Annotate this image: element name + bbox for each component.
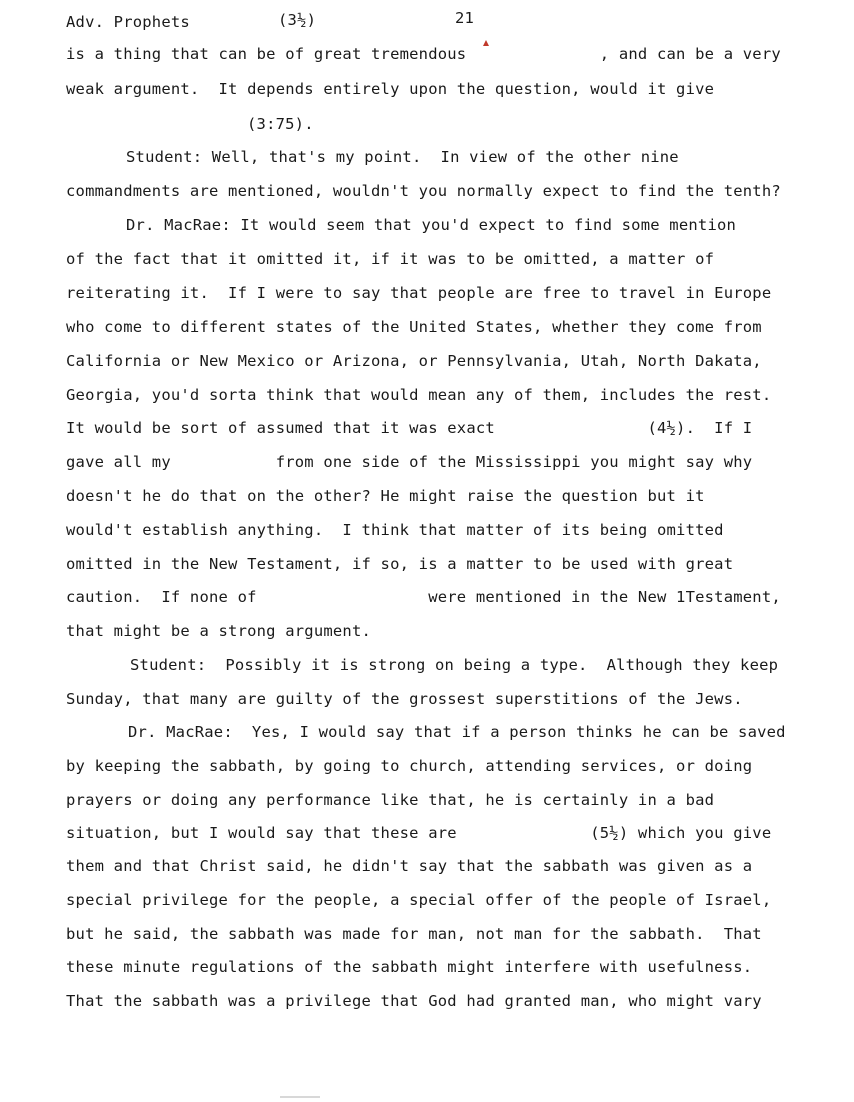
text-line: situation, but I would say that these are (5½) which you give — [66, 824, 772, 842]
header-section-marker: (3½) — [278, 11, 317, 29]
text-line: prayers or doing any performance like that, he is certainly in a bad — [66, 791, 715, 809]
text-line: Sunday, that many are guilty of the grossest superstitions of the Jews. — [66, 690, 743, 708]
text-line: gave all my from one side of the Mississippi you might say why — [66, 453, 753, 471]
text-line: (3:75). — [247, 115, 314, 133]
header-title: Adv. Prophets — [66, 13, 190, 31]
text-line: Dr. MacRae: It would seem that you'd expect to find some mention — [126, 216, 737, 234]
text-line: that might be a strong argument. — [66, 622, 372, 640]
text-line: by keeping the sabbath, by going to church, attending services, or doing — [66, 757, 753, 775]
text-line: reiterating it. If I were to say that people are free to travel in Europe — [66, 284, 772, 302]
page-number: 21 — [455, 9, 475, 27]
bottom-smudge-mark — [280, 1096, 320, 1098]
text-line: these minute regulations of the sabbath might interfere with usefulness. — [66, 958, 753, 976]
text-line: commandments are mentioned, wouldn't you normally expect to find the tenth? — [66, 182, 781, 200]
text-line: Student: Possibly it is strong on being a type. Although they keep — [130, 656, 779, 674]
text-line: Dr. MacRae: Yes, I would say that if a person thinks he can be saved — [128, 723, 786, 741]
text-line: California or New Mexico or Arizona, or Pennsylvania, Utah, North Dakata, — [66, 352, 762, 370]
text-line: Student: Well, that's my point. In view of the other nine — [126, 148, 679, 166]
text-line: is a thing that can be of great tremendous , and can be a very — [66, 45, 781, 63]
text-line: It would be sort of assumed that it was exact (4½). If I — [66, 419, 753, 437]
text-line: them and that Christ said, he didn't say that the sabbath was given as a — [66, 857, 753, 875]
text-line: That the sabbath was a privilege that God had granted man, who might vary — [66, 992, 762, 1010]
text-line: caution. If none of were mentioned in the New 1Testament, — [66, 588, 781, 606]
text-line: omitted in the New Testament, if so, is a matter to be used with great — [66, 555, 734, 573]
text-line: weak argument. It depends entirely upon the question, would it give — [66, 80, 715, 98]
text-line: of the fact that it omitted it, if it was to be omitted, a matter of — [66, 250, 715, 268]
text-line: but he said, the sabbath was made for man, not man for the sabbath. That — [66, 925, 762, 943]
text-line: special privilege for the people, a special offer of the people of Israel, — [66, 891, 772, 909]
text-line: doesn't he do that on the other? He might raise the question but it — [66, 487, 705, 505]
text-line: would't establish anything. I think that matter of its being omitted — [66, 521, 724, 539]
text-line: Georgia, you'd sorta think that would mean any of them, includes the rest. — [66, 386, 772, 404]
text-line: who come to different states of the United States, whether they come from — [66, 318, 762, 336]
